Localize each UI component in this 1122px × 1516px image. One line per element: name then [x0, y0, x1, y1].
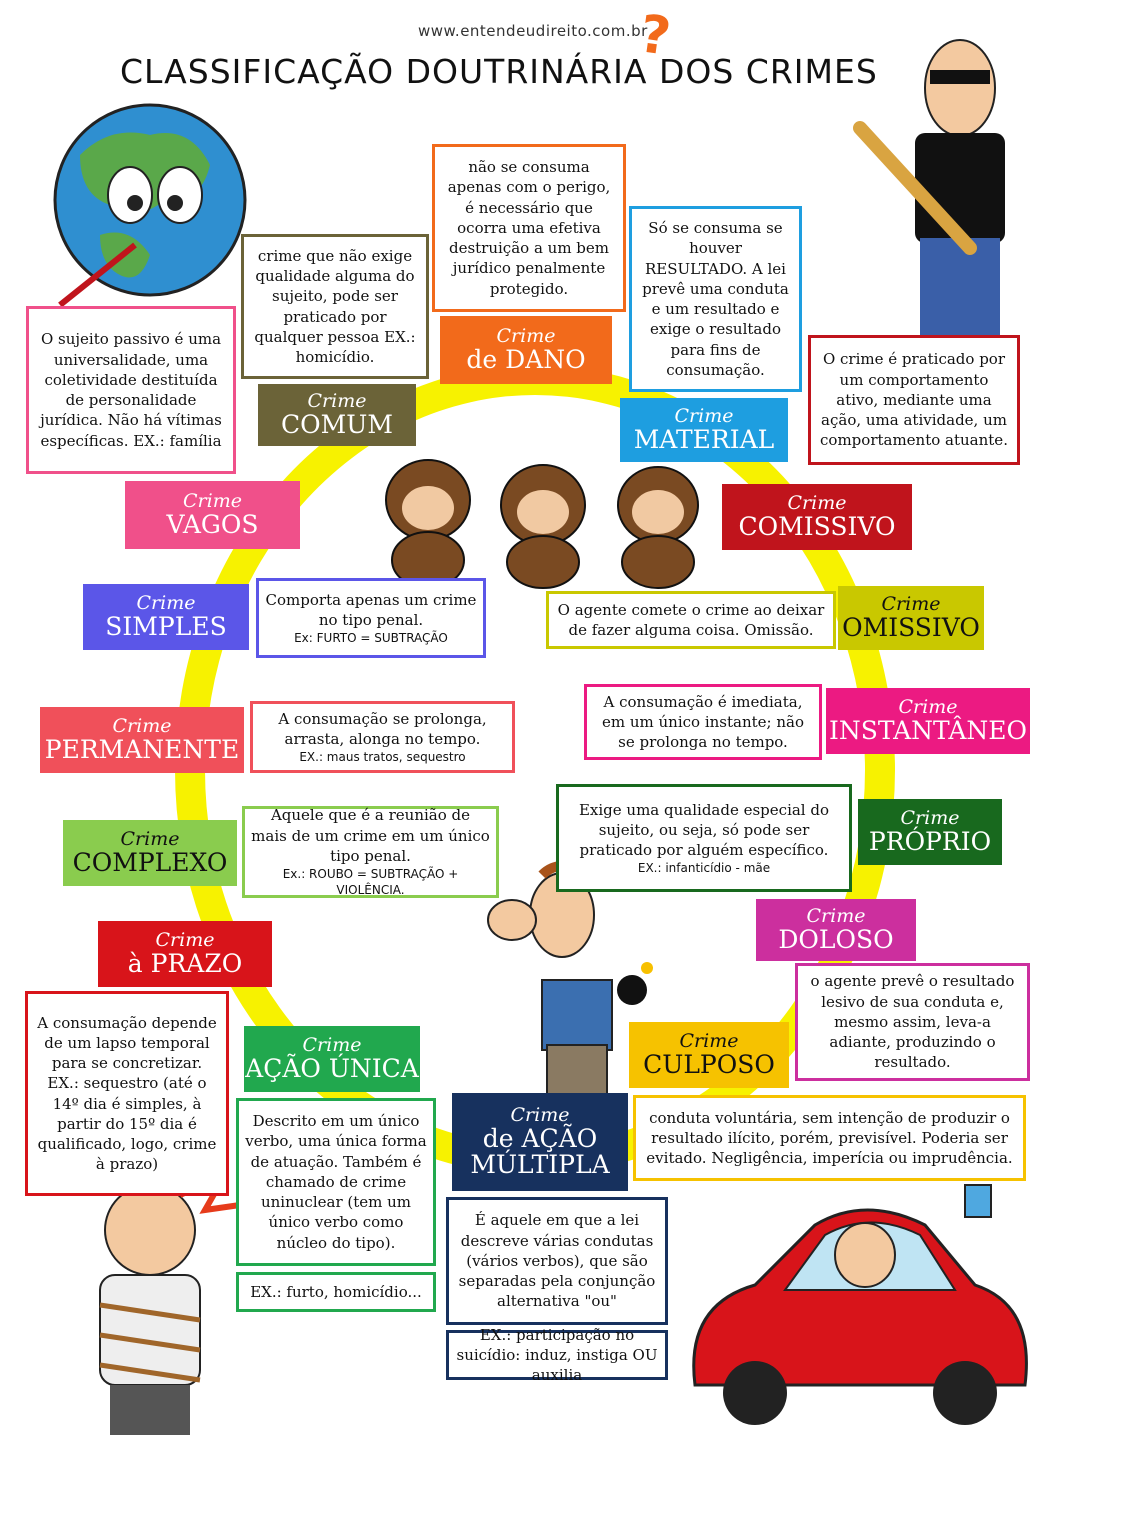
- label-crime-a-prazo: Crime à PRAZO: [98, 921, 272, 987]
- label-crime-omissivo: Crime OMISSIVO: [838, 586, 984, 650]
- label-crime-material: Crime MATERIAL: [620, 398, 788, 462]
- desc-material: Só se consuma se houver RESULTADO. A lei prevê uma conduta e um resultado e exige o resultado para fins de consumação.: [629, 206, 802, 392]
- desc-dano: não se consuma apenas com o perigo, é necessário que ocorra uma efetiva destruição a um bem jurídico penalmente protegido.: [432, 144, 626, 312]
- label-crime-simples: Crime SIMPLES: [83, 584, 249, 650]
- bat-man-illustration: [840, 18, 1040, 348]
- desc-acao-multipla: É aquele em que a lei descreve várias condutas (vários verbos), que são separadas pela conjunção alternativa "ou": [446, 1197, 668, 1325]
- site-url: www.entendeudireito.com.br: [418, 22, 648, 40]
- desc-simples: Comporta apenas um crime no tipo penal. Ex: FURTO = SUBTRAÇÃO: [256, 578, 486, 658]
- label-crime-acao-multipla: Crime de AÇÃO MÚLTIPLA: [452, 1093, 628, 1191]
- page-title: CLASSIFICAÇÃO DOUTRINÁRIA DOS CRIMES: [120, 52, 878, 91]
- label-crime-permanente: Crime PERMANENTE: [40, 707, 244, 773]
- label-crime-culposo: Crime CULPOSO: [629, 1022, 789, 1088]
- label-crime-proprio: Crime PRÓPRIO: [858, 799, 1002, 865]
- desc-culposo: conduta voluntária, sem intenção de produzir o resultado ilícito, porém, previsível. Poderia ser evitado. Negligência, imperícia ou imprudência.: [633, 1095, 1026, 1181]
- label-crime-doloso: Crime DOLOSO: [756, 899, 916, 961]
- label-crime-comum: Crime COMUM: [258, 384, 416, 446]
- desc-acao-unica-example: EX.: furto, homicídio...: [236, 1272, 436, 1312]
- desc-complexo: Aquele que é a reunião de mais de um crime em um único tipo penal. Ex.: ROUBO = SUBTRAÇÃO + VIOLÊNCIA.: [242, 806, 499, 898]
- desc-instantaneo: A consumação é imediata, em um único instante; não se prolonga no tempo.: [584, 684, 822, 760]
- desc-permanente: A consumação se prolonga, arrasta, alonga no tempo. EX.: maus tratos, sequestro: [250, 701, 515, 773]
- desc-acao-unica: Descrito em um único verbo, uma única forma de atuação. Também é chamado de crime uninuclear (tem um único verbo como núcleo do tipo).: [236, 1098, 436, 1266]
- label-crime-de-dano: Crime de DANO: [440, 316, 612, 384]
- sick-earth-illustration: [40, 95, 250, 315]
- desc-comum: crime que não exige qualidade alguma do sujeito, pode ser praticado por qualquer pessoa EX.: homicídio.: [241, 234, 429, 379]
- desc-a-prazo: A consumação depende de um lapso temporal para se concretizar. EX.: sequestro (até o 14º dia é simples, à partir do 15º dia é qualificado, logo, crime à prazo): [25, 991, 229, 1196]
- label-crime-complexo: Crime COMPLEXO: [63, 820, 237, 886]
- drunk-driver-car-illustration: [675, 1165, 1045, 1430]
- desc-omissivo: O agente comete o crime ao deixar de fazer alguma coisa. Omissão.: [546, 591, 836, 649]
- label-crime-comissivo: Crime COMISSIVO: [722, 484, 912, 550]
- desc-acao-multipla-example: EX.: participação no suicídio: induz, instiga OU auxilia: [446, 1330, 668, 1380]
- desc-doloso: o agente prevê o resultado lesivo de sua conduta e, mesmo assim, leva-a adiante, produzindo o resultado.: [795, 963, 1030, 1081]
- label-crime-acao-unica: Crime AÇÃO ÚNICA: [244, 1026, 420, 1092]
- label-crime-vagos: Crime VAGOS: [125, 481, 300, 549]
- label-crime-instantaneo: Crime INSTANTÂNEO: [826, 688, 1030, 754]
- desc-proprio: Exige uma qualidade especial do sujeito, ou seja, só pode ser praticado por alguém específico. EX.: infanticídio - mãe: [556, 784, 852, 892]
- three-monkeys-illustration: [358, 450, 728, 590]
- desc-vagos: O sujeito passivo é uma universalidade, uma coletividade destituída de personalidade jurídica. Não há vítimas específicas. EX.: família: [26, 306, 236, 474]
- question-mark-logo: ?: [635, 4, 675, 68]
- desc-comissivo: O crime é praticado por um comportamento ativo, mediante uma ação, uma atividade, um comportamento atuante.: [808, 335, 1020, 465]
- tied-man-illustration: [30, 1175, 250, 1440]
